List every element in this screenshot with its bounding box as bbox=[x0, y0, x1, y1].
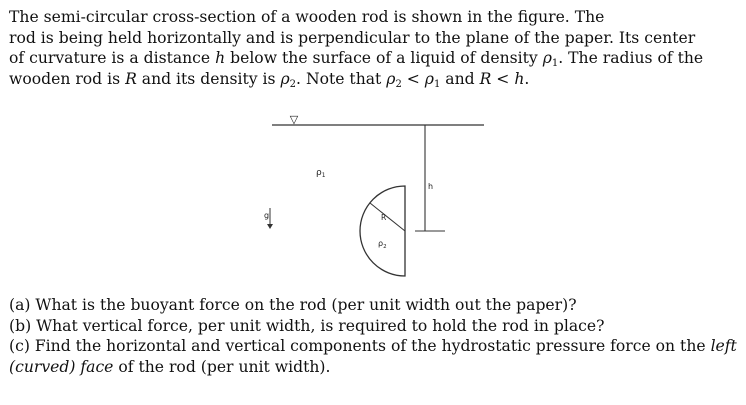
question-b: (b) What vertical force, per unit width, is required to hold the rod in place? bbox=[9, 316, 605, 335]
question-a: (a) What is the buoyant force on the rod (per unit width out the paper)? bbox=[9, 296, 577, 314]
label-g: g bbox=[264, 211, 270, 220]
label-rho2: $\rho_2$ bbox=[378, 239, 387, 250]
statement-line-3: of curvature is a distance h below the surface of a liquid of density $\rho_1$. The radius of the bbox=[9, 49, 704, 69]
question-c: (c) Find the horizontal and vertical components of the hydrostatic pressure force on the left bbox=[9, 337, 737, 355]
statement-line-2: rod is being held horizontally and is perpendicular to the plane of the paper. Its center bbox=[9, 28, 696, 47]
question-c-cont: (curved) face of the rod (per unit width). bbox=[9, 357, 331, 376]
statement-line-4: wooden rod is R and its density is $\rho_2$. Note that $\rho_2 < \rho_1$ and R < h. bbox=[9, 69, 530, 90]
radius-line bbox=[370, 203, 405, 231]
semicircle-rod bbox=[360, 186, 405, 276]
var-R: R bbox=[125, 69, 137, 88]
var-rho2: ρ bbox=[280, 69, 290, 88]
free-surface-marker: ▽ bbox=[289, 113, 299, 126]
questions bbox=[9, 295, 739, 377]
gravity-arrowhead bbox=[267, 224, 273, 229]
statement-line-1: The semi-circular cross-section of a wooden rod is shown in the figure. The bbox=[9, 8, 605, 26]
label-rho1: $\rho_1$ bbox=[316, 168, 326, 179]
label-h: h bbox=[428, 182, 434, 191]
var-rho1: ρ bbox=[542, 49, 552, 67]
label-R: R bbox=[381, 213, 387, 222]
var-h: h bbox=[215, 49, 226, 67]
